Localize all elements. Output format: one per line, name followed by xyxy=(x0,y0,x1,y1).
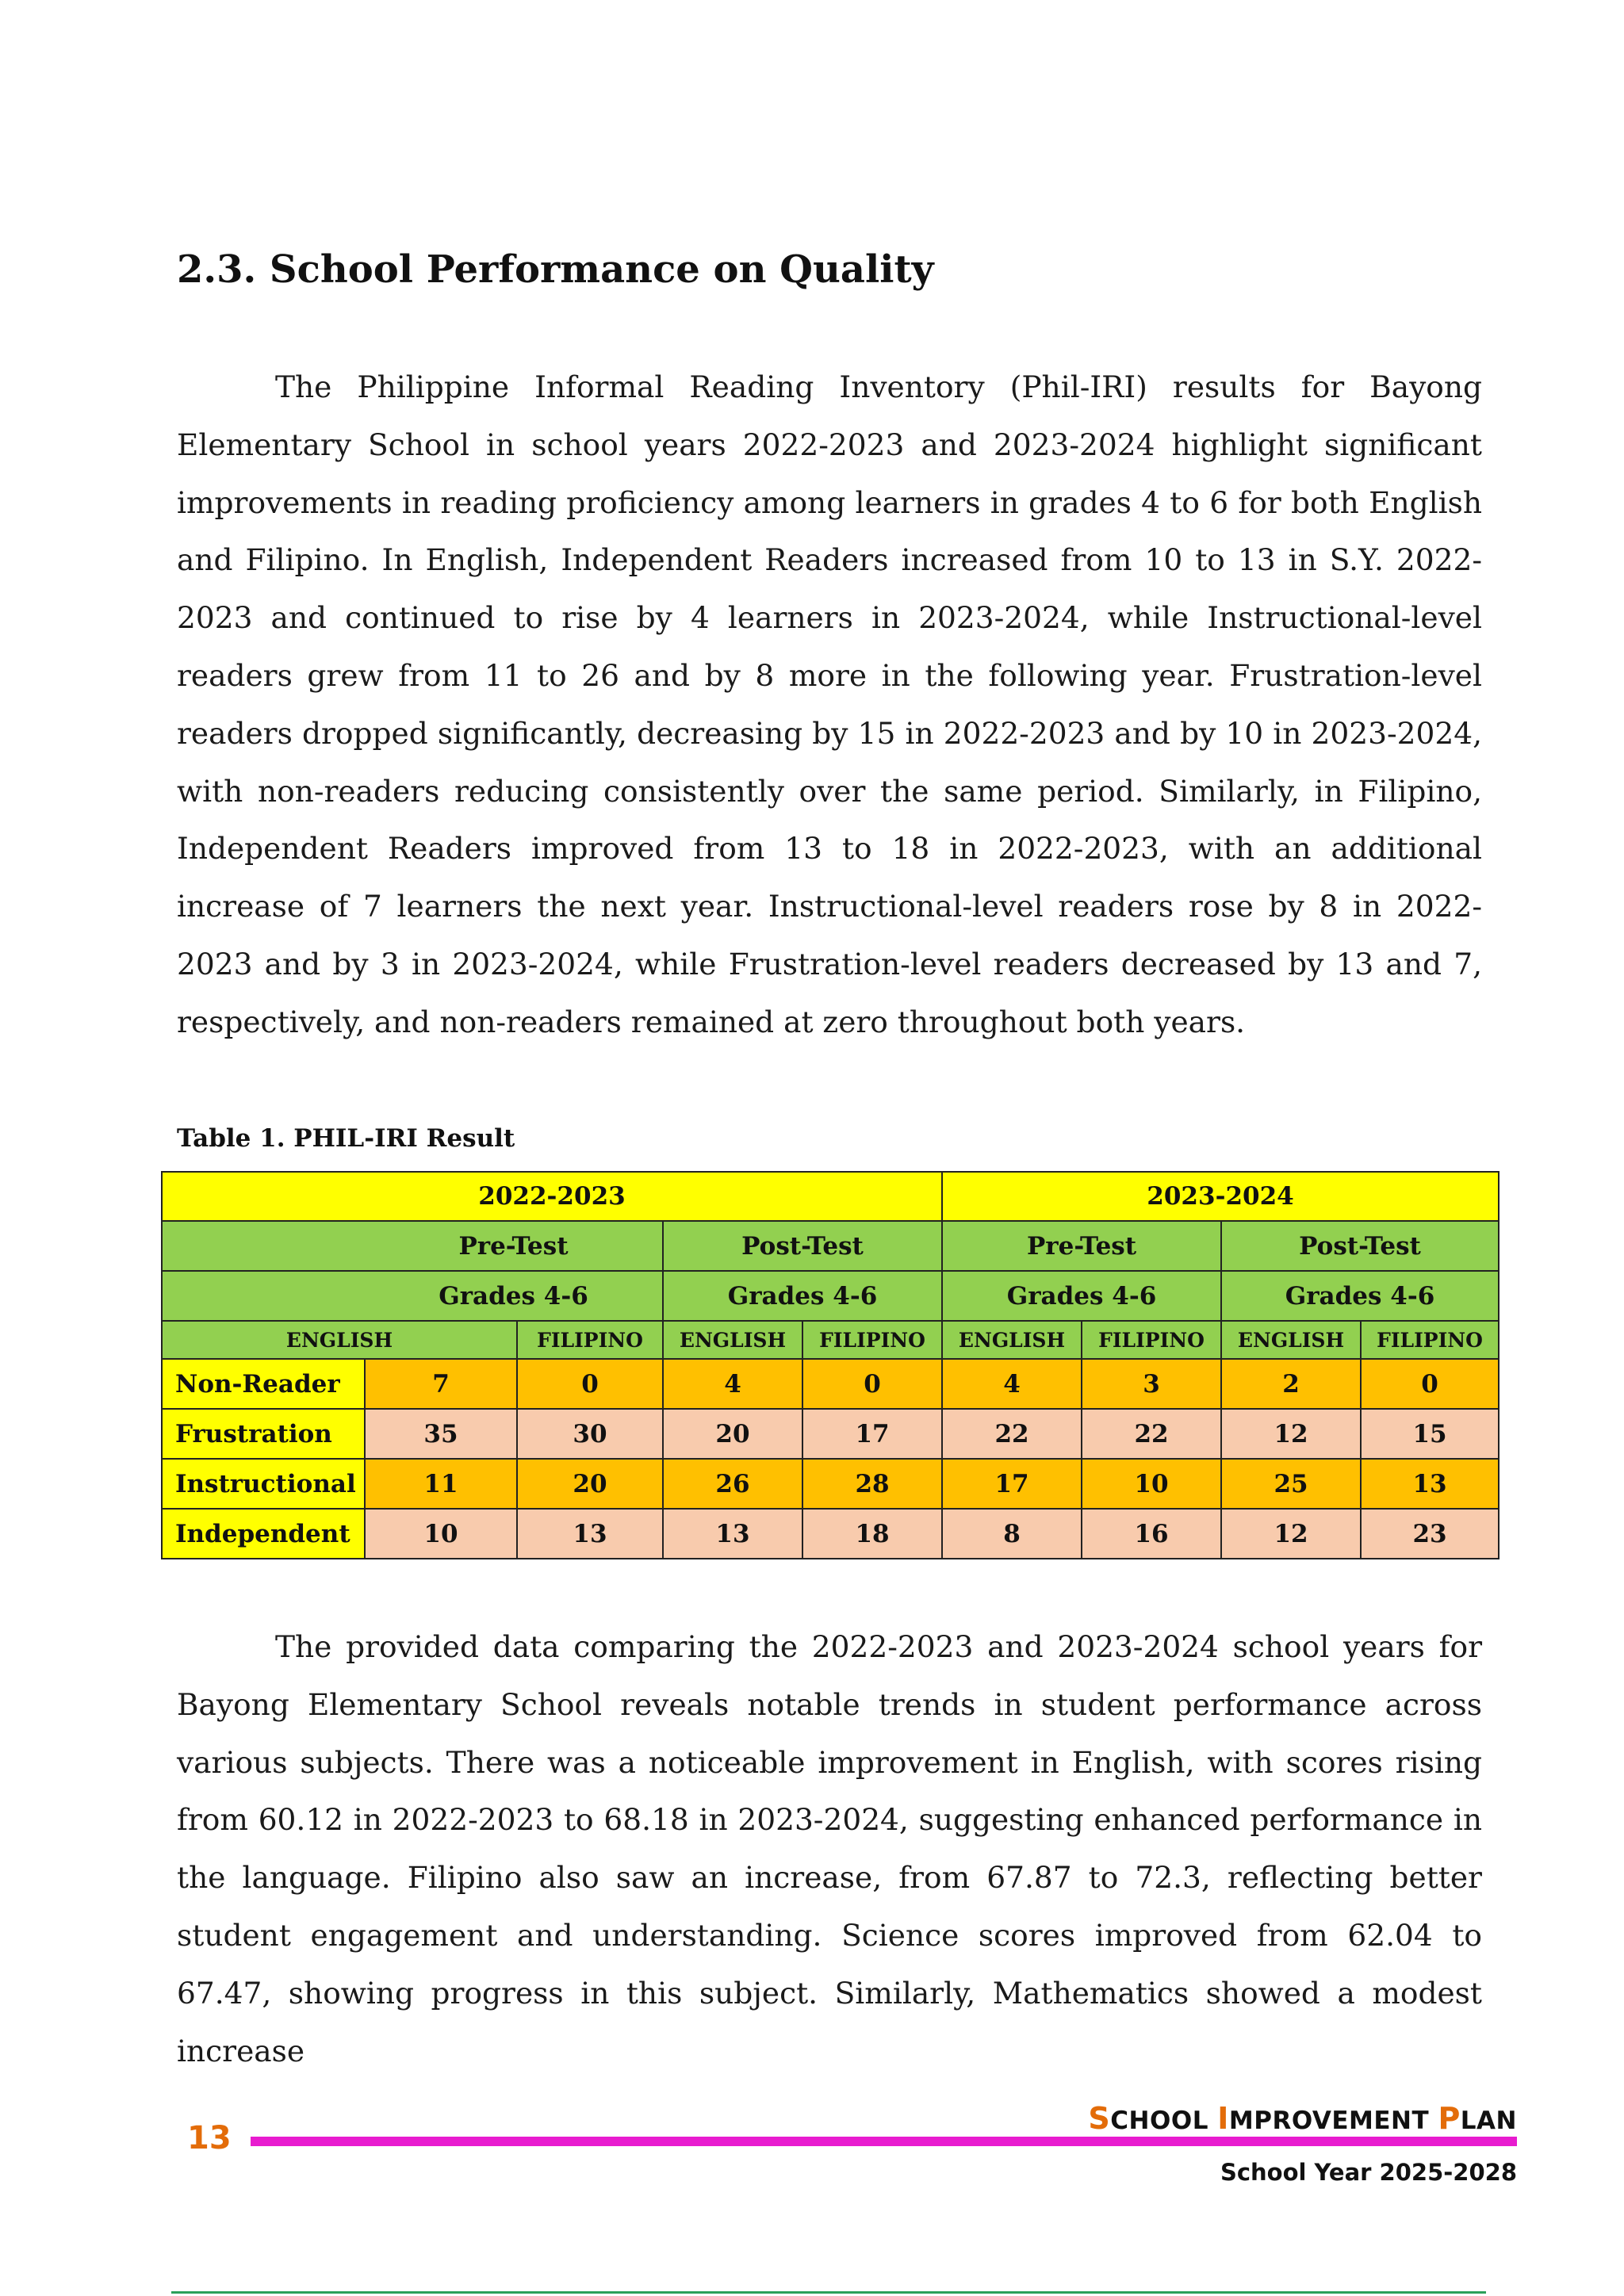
year-header: 2022-2023 xyxy=(162,1172,942,1221)
table-row xyxy=(162,1509,1499,1559)
footer-document-title xyxy=(1088,2101,1517,2136)
table-cell: 10 xyxy=(1082,1459,1221,1509)
paragraph-subject-trends xyxy=(177,1618,1482,2080)
language-header: FILIPINO xyxy=(517,1321,663,1359)
table-cell: 13 xyxy=(663,1509,802,1559)
table-cell: 4 xyxy=(663,1359,802,1409)
language-header: FILIPINO xyxy=(802,1321,942,1359)
footer-divider xyxy=(251,2137,1517,2146)
test-header: Pre-Test xyxy=(365,1221,663,1271)
table-cell: 13 xyxy=(1361,1459,1499,1509)
table-cell: 22 xyxy=(1082,1409,1221,1459)
row-label: Non-Reader xyxy=(162,1359,365,1409)
table-cell: 0 xyxy=(517,1359,663,1409)
row-label: Independent xyxy=(162,1509,365,1559)
test-header: Post-Test xyxy=(1221,1221,1499,1271)
language-header: ENGLISH xyxy=(663,1321,802,1359)
grade-header: Grades 4-6 xyxy=(663,1271,942,1321)
table-cell: 25 xyxy=(1221,1459,1361,1509)
table-cell: 30 xyxy=(517,1409,663,1459)
test-header: Pre-Test xyxy=(942,1221,1221,1271)
table-cell: 17 xyxy=(802,1409,942,1459)
table-cell: 16 xyxy=(1082,1509,1221,1559)
title-initial: I xyxy=(1217,2101,1229,2136)
table-cell: 22 xyxy=(942,1409,1082,1459)
table-cell: 20 xyxy=(517,1459,663,1509)
title-initial: S xyxy=(1088,2101,1111,2136)
year-header-row xyxy=(162,1172,1499,1221)
test-header: Post-Test xyxy=(663,1221,942,1271)
table-cell: 26 xyxy=(663,1459,802,1509)
table-cell: 2 xyxy=(1221,1359,1361,1409)
test-header-row xyxy=(162,1221,1499,1271)
table-cell: 0 xyxy=(1361,1359,1499,1409)
table-cell: 35 xyxy=(365,1409,517,1459)
table-row xyxy=(162,1459,1499,1509)
table-cell: 15 xyxy=(1361,1409,1499,1459)
language-header: ENGLISH xyxy=(162,1321,517,1359)
section-heading: 2.3. School Performance on Quality xyxy=(177,247,934,292)
table-cell: 18 xyxy=(802,1509,942,1559)
row-label: Frustration xyxy=(162,1409,365,1459)
table-cell: 28 xyxy=(802,1459,942,1509)
table-cell: 4 xyxy=(942,1359,1082,1409)
phil-iri-table xyxy=(161,1171,1500,1559)
language-header: FILIPINO xyxy=(1361,1321,1499,1359)
table-cell: 8 xyxy=(942,1509,1082,1559)
grade-header: Grades 4-6 xyxy=(1221,1271,1499,1321)
table-cell: 12 xyxy=(1221,1409,1361,1459)
paragraph-phil-iri-summary xyxy=(177,358,1482,1051)
grade-header-row xyxy=(162,1271,1499,1321)
empty-corner-cell xyxy=(162,1271,365,1321)
table-cell: 10 xyxy=(365,1509,517,1559)
footer-school-year: School Year 2025-2028 xyxy=(1220,2159,1517,2186)
language-header-row xyxy=(162,1321,1499,1359)
page-number: 13 xyxy=(187,2120,232,2156)
table-cell: 0 xyxy=(802,1359,942,1409)
table-cell: 12 xyxy=(1221,1509,1361,1559)
language-header: FILIPINO xyxy=(1082,1321,1221,1359)
title-rest: MPROVEMENT xyxy=(1228,2107,1438,2135)
title-rest: LAN xyxy=(1460,2107,1517,2135)
grade-header: Grades 4-6 xyxy=(365,1271,663,1321)
year-header: 2023-2024 xyxy=(942,1172,1499,1221)
table-cell: 20 xyxy=(663,1409,802,1459)
table-cell: 13 xyxy=(517,1509,663,1559)
language-header: ENGLISH xyxy=(942,1321,1082,1359)
table-row xyxy=(162,1409,1499,1459)
empty-corner-cell xyxy=(162,1221,365,1271)
table-row xyxy=(162,1359,1499,1409)
row-label: Instructional xyxy=(162,1459,365,1509)
title-rest: CHOOL xyxy=(1110,2107,1218,2135)
language-header: ENGLISH xyxy=(1221,1321,1361,1359)
table-cell: 17 xyxy=(942,1459,1082,1509)
table-cell: 7 xyxy=(365,1359,517,1409)
table-caption: Table 1. PHIL-IRI Result xyxy=(177,1124,515,1153)
title-initial: P xyxy=(1438,2101,1461,2136)
table-cell: 3 xyxy=(1082,1359,1221,1409)
bottom-rule xyxy=(171,2291,1486,2294)
table-cell: 11 xyxy=(365,1459,517,1509)
table-cell: 23 xyxy=(1361,1509,1499,1559)
paragraph-text: The Philippine Informal Reading Inventory (Phil-IRI) results for Bayong Elementary School in school years 2022-2023 and 2023-2024 highlight significant improvements in reading proficiency among learners in grades 4 to 6 for both English and Filipino. In English, Independent Readers increased from 10 to 13 in S.Y. 2022-2023 and continued to rise by 4 learners in 2023-2024, while Instructional-level readers grew from 11 to 26 and by 8 more in the following year. Frustration-level readers dropped significantly, decreasing by 15 in 2022-2023 and by 10 in 2023-2024, with non-readers reducing consistently over the same period. Similarly, in Filipino, Independent Readers improved from 13 to 18 in 2022-2023, with an additional increase of 7 learners the next year. Instructional-level readers rose by 8 in 2022-2023 and by 3 in 2023-2024, while Frustration-level readers decreased by 13 and 7, respectively, and non-readers remained at zero throughout both years. xyxy=(177,369,1482,1039)
grade-header: Grades 4-6 xyxy=(942,1271,1221,1321)
paragraph-text: The provided data comparing the 2022-2023 and 2023-2024 school years for Bayong Elementary School reveals notable trends in student performance across various subjects. There was a noticeable improvement in English, with scores rising from 60.12 in 2022-2023 to 68.18 in 2023-2024, suggesting enhanced performance in the language. Filipino also saw an increase, from 67.87 to 72.3, reflecting better student engagement and understanding. Science scores improved from 62.04 to 67.47, showing progress in this subject. Similarly, Mathematics showed a modest increase xyxy=(177,1629,1482,2068)
